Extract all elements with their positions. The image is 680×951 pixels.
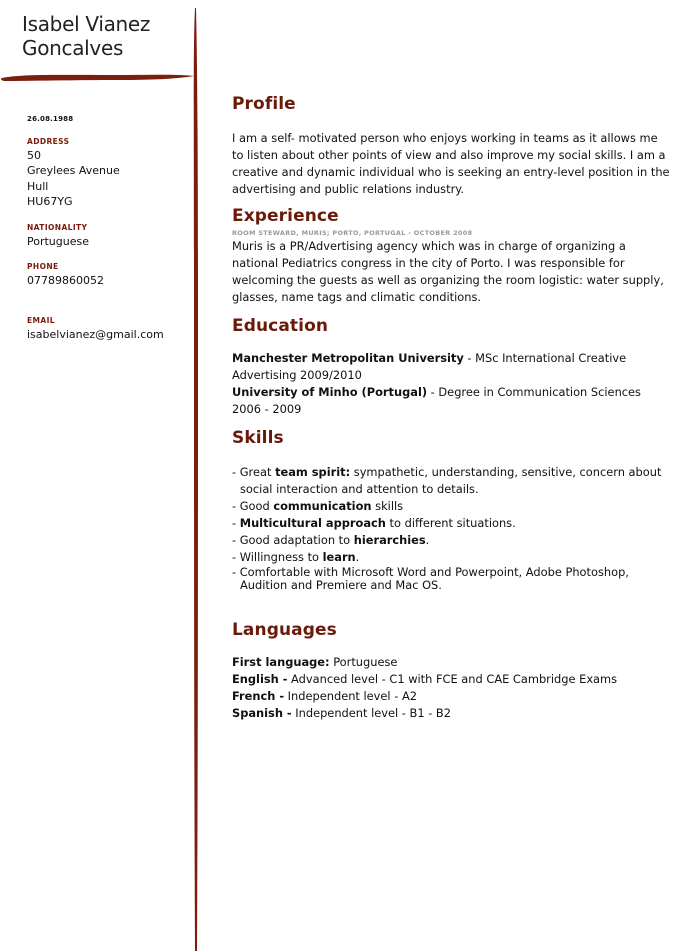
language-item [232,705,672,722]
nationality-label: NATIONALITY [27,222,88,232]
address-label: ADDRESS [27,136,70,146]
address-line: HU67YG [27,195,73,208]
education-detail: - Degree in Communication Sciences 2006 - 2009 [232,385,641,416]
skill-text: sympathetic, understanding, sensitive, concern about social interaction and attention to details. [240,465,662,496]
education-section [232,314,672,418]
skill-item [232,566,672,592]
resume-main-content [232,92,672,722]
date-of-birth: 26.08.1988 [27,115,74,123]
skill-keyword: learn [322,550,356,564]
skill-keyword: hierarchies [353,533,426,547]
skill-text: skills [371,499,404,513]
skill-keyword: Multicultural approach [239,516,386,530]
phone-value: 07789860052 [27,274,104,287]
address-block [27,148,187,210]
skill-keyword: communication [273,499,372,513]
language-item [232,654,672,671]
candidate-name [22,12,150,60]
email-label: EMAIL [27,315,55,325]
language-item [232,688,672,705]
name-line-1: Isabel Vianez [22,12,151,36]
horizontal-brush-stroke [0,70,195,84]
languages-section [232,618,672,722]
experience-heading: Experience [232,206,339,226]
skill-text: - [232,516,240,530]
language-level: Advanced level - C1 with FCE and CAE Cambridge Exams [287,672,618,686]
skill-item [232,498,672,515]
skill-text: - Good [232,499,274,513]
address-line: 50 [27,148,41,162]
education-item [232,350,672,384]
profile-text: I am a self- motivated person who enjoys working in teams as it allows me to listen about other points of view and also improve my social skills. I am a creative and dynamic individual who is seeking an entry-level position in the advertising and public relations industry. [232,131,670,196]
skill-text: - Great [232,465,276,479]
experience-section [232,204,672,306]
education-institution: Manchester Metropolitan University [232,351,464,365]
language-level: Independent level - B1 - B2 [291,706,451,720]
skill-text: to different situations. [385,516,516,530]
vertical-brush-stroke [188,8,204,951]
skill-item [232,532,672,549]
language-level: Independent level - A2 [284,689,417,703]
skill-text: - Willingness to [232,550,323,564]
experience-text: Muris is a PR/Advertising agency which was in charge of organizing a national Pediatrics congress in the city of Porto. I was responsible for welcoming the guests as well as organizing the room logistic: water supply, glasses, name tags and climatic conditions. [232,239,664,304]
skills-heading: Skills [232,428,284,448]
education-heading: Education [232,316,329,336]
profile-section [232,92,672,198]
education-detail: - MSc International Creative Advertising 2009/2010 [232,351,627,382]
education-institution: University of Minho (Portugal) [232,385,428,399]
address-line: Greylees Avenue [27,164,120,177]
language-label: Spanish - [232,706,292,720]
nationality-value: Portuguese [27,234,89,248]
skill-item [232,464,672,498]
address-line: Hull [27,179,49,193]
language-item [232,671,672,688]
skill-keyword: team spirit: [275,465,351,479]
languages-heading: Languages [232,620,337,640]
skill-item [232,549,672,566]
skill-text: - Comfortable with Microsoft Word and Powerpoint, Adobe Photoshop, Audition and Premiere and Mac OS. [232,565,629,592]
phone-label: PHONE [27,262,59,271]
language-label: English - [232,672,288,686]
skills-section [232,426,672,592]
language-label: French - [232,689,285,703]
skill-item [232,515,672,532]
language-level: Portuguese [329,655,398,669]
skill-text: . [425,533,430,547]
skill-text: - Good adaptation to [232,533,354,547]
language-label: First language: [232,655,330,669]
name-line-2: Goncalves [22,36,124,60]
email-value: isabelvianez@gmail.com [27,327,164,341]
profile-heading: Profile [232,94,296,114]
contact-sidebar [27,112,187,342]
skill-text: . [355,550,360,564]
education-item [232,384,672,418]
experience-meta: ROOM STEWARD, MURIS; PORTO, PORTUGAL - OCTOBER 2008 [232,229,473,237]
